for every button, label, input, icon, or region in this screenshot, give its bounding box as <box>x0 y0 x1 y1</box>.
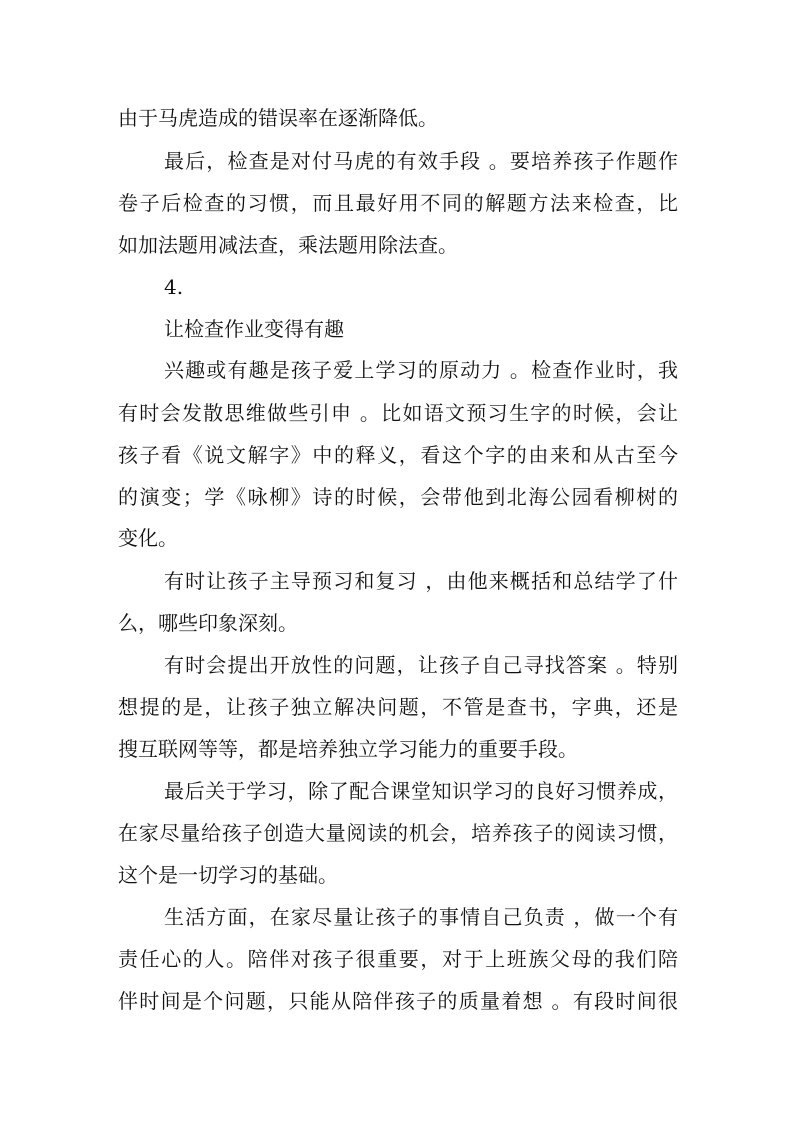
text-line: 在家尽量给孩子创造大量阅读的机会，培养孩子的阅读习惯， <box>118 821 678 845</box>
text-line: 么，哪些印象深刻。 <box>118 611 298 635</box>
section-heading: 让检查作业变得有趣 <box>164 317 344 341</box>
text-line: 如加法题用减法查，乘法题用除法查。 <box>118 233 458 257</box>
text-line: 这个是一切学习的基础。 <box>118 863 338 887</box>
text-line: 孩子看《说文解字》中的释义，看这个字的由来和从古至今 <box>118 443 678 467</box>
text-line: 最后关于学习，除了配合课堂知识学习的良好习惯养成， <box>164 779 678 803</box>
text-line: 想提的是，让孩子独立解决问题，不管是查书，字典，还是 <box>118 695 678 719</box>
text-line: 生活方面，在家尽量让孩子的事情自己负责 ，做一个有 <box>164 905 678 929</box>
text-line: 责任心的人。陪伴对孩子很重要，对于上班族父母的我们陪 <box>118 947 678 971</box>
section-number: 4. <box>164 275 184 299</box>
text-line: 有时会发散思维做些引申 。比如语文预习生字的时候，会让 <box>118 401 678 425</box>
text-line: 最后，检查是对付马虎的有效手段 。要培养孩子作题作 <box>164 149 678 173</box>
text-line: 变化。 <box>118 526 178 550</box>
text-line: 卷子后检查的习惯，而且最好用不同的解题方法来检查，比 <box>118 191 678 215</box>
text-line: 兴趣或有趣是孩子爱上学习的原动力 。检查作业时，我 <box>164 358 678 382</box>
text-line: 由于马虎造成的错误率在逐渐降低。 <box>118 106 438 130</box>
text-line: 伴时间是个问题，只能从陪伴孩子的质量着想 。有段时间很 <box>118 989 678 1013</box>
text-line: 的演变；学《咏柳》诗的时候，会带他到北海公园看柳树的 <box>118 485 678 509</box>
text-line: 有时会提出开放性的问题，让孩子自己寻找答案 。特别 <box>164 653 678 677</box>
text-line: 搜互联网等等，都是培养独立学习能力的重要手段。 <box>118 737 578 761</box>
text-line: 有时让孩子主导预习和复习 ，由他来概括和总结学了什 <box>164 569 678 593</box>
